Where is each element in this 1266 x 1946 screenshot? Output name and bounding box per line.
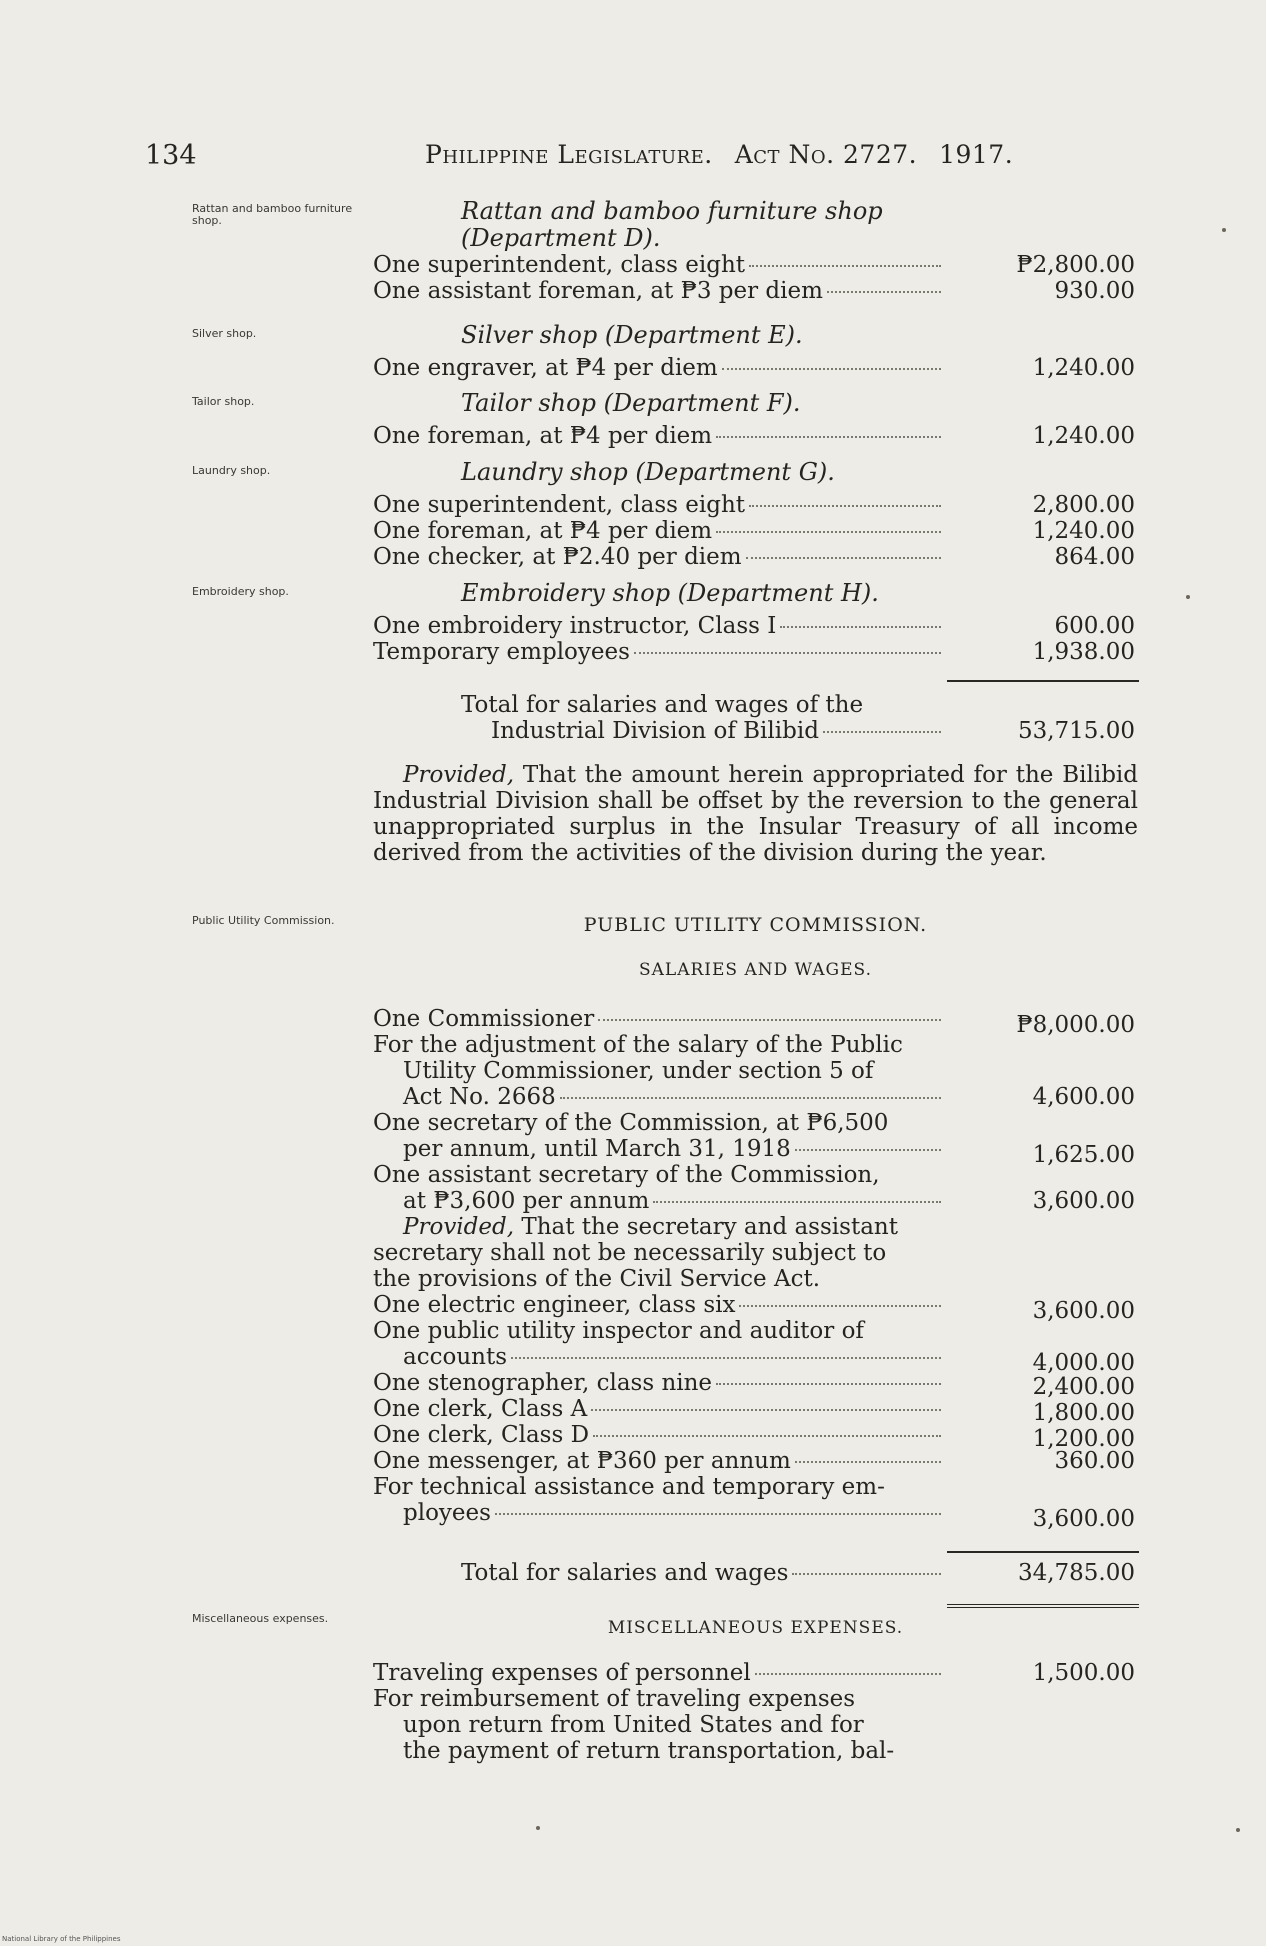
leader-dots: [780, 625, 941, 628]
line-item: [373, 613, 1138, 639]
tailor-heading: Tailor shop (Department F).: [461, 389, 801, 417]
rattan-heading-dept: (Department D).: [461, 224, 661, 252]
line-item: [373, 1344, 1138, 1376]
leader-dots: [716, 1382, 941, 1385]
misc-items: [373, 1660, 1138, 1764]
embroidery-heading: Embroidery shop (Department H).: [461, 579, 879, 607]
line-item: [373, 1006, 1138, 1038]
margin-note-laundry: Laundry shop.: [192, 464, 271, 477]
item-label: at ₱3,600 per annum: [403, 1188, 650, 1214]
embroidery-section: [373, 580, 1138, 665]
item-amount: 930.00: [1054, 278, 1135, 304]
item-label: One clerk, Class A: [373, 1396, 588, 1422]
asst-secretary-line-1: One assistant secretary of the Commission,: [373, 1162, 880, 1188]
margin-note-silver: Silver shop.: [192, 327, 257, 340]
item-amount: 1,500.00: [1032, 1660, 1135, 1686]
line-item: [373, 1660, 1138, 1686]
line-item: [373, 1084, 1138, 1110]
line-item: [373, 1370, 1138, 1400]
subtotal-rule: [947, 1551, 1139, 1553]
puc-items: [373, 1006, 1138, 1532]
line-item: [373, 1292, 1138, 1324]
leader-dots: [755, 1672, 941, 1675]
item-label: One foreman, at ₱4 per diem: [373, 423, 713, 449]
margin-note-tailor: Tailor shop.: [192, 395, 255, 408]
misc-heading-block: [373, 1618, 1138, 1638]
industrial-total: [373, 692, 1138, 744]
puc-total: [373, 1560, 1138, 1586]
item-amount: 1,240.00: [1032, 518, 1135, 544]
item-label: per annum, until March 31, 1918: [403, 1136, 791, 1162]
item-label: ployees: [403, 1500, 491, 1526]
leader-dots: [792, 1572, 941, 1575]
adjustment-line-1: For the adjustment of the salary of the Public: [373, 1032, 903, 1058]
puc-proviso-lead: Provided,: [403, 1214, 515, 1240]
item-label: One stenographer, class nine: [373, 1370, 713, 1396]
line-item: [373, 423, 1138, 449]
line-item: [373, 1188, 1138, 1214]
item-amount: ₱2,800.00: [1016, 252, 1135, 278]
puc-proviso-line-1: [373, 1214, 948, 1240]
line-item: [373, 1396, 1138, 1426]
page-number: 134: [145, 140, 197, 171]
total-line-1: Total for salaries and wages of the: [461, 692, 864, 718]
leader-dots: [653, 1200, 941, 1203]
puc-heading-block: [373, 914, 1138, 936]
leader-dots: [593, 1434, 941, 1437]
margin-note-puc: Public Utility Commission.: [192, 914, 335, 927]
total-amount: 34,785.00: [1017, 1560, 1135, 1586]
running-head-year: 1917.: [939, 140, 1014, 169]
total-label: Industrial Division of Bilibid: [491, 718, 819, 744]
leader-dots: [823, 730, 941, 733]
proviso-body: That the amount herein appropriated for the Bilibid Industrial Division shall be offset by the reversion to the general unappropriated surplus in the Insular Treasury of all income derived from the activities of the division during the year.: [373, 762, 1138, 866]
leader-dots: [746, 556, 941, 559]
secretary-line-1: One secretary of the Commission, at ₱6,500: [373, 1110, 889, 1136]
item-amount: 2,800.00: [1032, 492, 1135, 518]
puc-subheading-block: [373, 960, 1138, 980]
line-item: [373, 1136, 1138, 1168]
item-amount: 3,600.00: [1032, 1506, 1135, 1532]
puc-proviso-text: That the secretary and assistant: [514, 1214, 898, 1240]
scan-speck: [1186, 595, 1190, 599]
line-item: [373, 639, 1138, 665]
total-row: [373, 718, 1138, 744]
proviso-text: [373, 762, 1138, 866]
item-amount: 600.00: [1054, 613, 1135, 639]
leader-dots: [739, 1304, 941, 1307]
item-label: One engraver, at ₱4 per diem: [373, 355, 718, 381]
leader-dots: [716, 530, 941, 533]
proviso-lead: Provided,: [403, 762, 515, 788]
laundry-heading: Laundry shop (Department G).: [461, 458, 835, 486]
puc-heading: PUBLIC UTILITY COMMISSION.: [583, 914, 928, 936]
leader-dots: [795, 1460, 941, 1463]
silver-section: [373, 322, 1138, 381]
item-amount: 360.00: [1054, 1448, 1135, 1474]
leader-dots: [749, 504, 941, 507]
margin-note-misc: Miscellaneous expenses.: [192, 1612, 329, 1625]
scan-speck: [1222, 228, 1226, 232]
item-label: One checker, at ₱2.40 per diem: [373, 544, 742, 570]
total-amount: 53,715.00: [1017, 718, 1135, 744]
running-head-act: Act No. 2727.: [734, 140, 918, 169]
puc-proviso-line-2: secretary shall not be necessarily subject to: [373, 1240, 887, 1266]
item-label: Traveling expenses of personnel: [373, 1660, 751, 1686]
line-item: [373, 355, 1138, 381]
leader-dots: [795, 1148, 941, 1151]
running-head-title: Philippine Legislature.: [425, 140, 713, 169]
item-amount: ₱8,000.00: [1016, 1012, 1135, 1038]
item-label: One electric engineer, class six: [373, 1292, 736, 1318]
line-item: [373, 492, 1138, 518]
item-amount: 1,200.00: [1032, 1426, 1135, 1452]
total-label: Total for salaries and wages: [461, 1560, 789, 1586]
scan-speck: [536, 1826, 540, 1830]
item-label: accounts: [403, 1344, 507, 1370]
item-amount: 4,000.00: [1032, 1350, 1135, 1376]
misc-heading: MISCELLANEOUS EXPENSES.: [607, 1618, 904, 1638]
subtotal-rule: [947, 680, 1139, 682]
line-item: [373, 1422, 1138, 1452]
adjustment-line-2: Utility Commissioner, under section 5 of: [403, 1058, 874, 1084]
rattan-section: [373, 198, 1138, 304]
laundry-section: [373, 459, 1138, 570]
leader-dots: [591, 1408, 941, 1411]
line-item: [373, 518, 1138, 544]
silver-heading: Silver shop (Department E).: [461, 321, 803, 349]
inspector-line-1: One public utility inspector and auditor of: [373, 1318, 864, 1344]
item-amount: 1,938.00: [1032, 639, 1135, 665]
leader-dots: [722, 367, 941, 370]
puc-subheading: SALARIES AND WAGES.: [639, 960, 872, 980]
item-amount: 4,600.00: [1032, 1084, 1135, 1110]
item-label: One clerk, Class D: [373, 1422, 590, 1448]
line-item: [373, 544, 1138, 570]
item-label: One assistant foreman, at ₱3 per diem: [373, 278, 823, 304]
technical-line-1: For technical assistance and temporary em-: [373, 1474, 885, 1500]
line-item: [373, 1448, 1138, 1474]
item-amount: 864.00: [1054, 544, 1135, 570]
item-amount: 2,400.00: [1032, 1374, 1135, 1400]
item-amount: 3,600.00: [1032, 1188, 1135, 1214]
total-row: [373, 1560, 1138, 1586]
running-head: [425, 140, 1013, 180]
scan-speck: [1236, 1828, 1240, 1832]
leader-dots: [495, 1512, 941, 1515]
item-label: One messenger, at ₱360 per annum: [373, 1448, 791, 1474]
leader-dots: [827, 290, 941, 293]
line-item: [373, 278, 1138, 304]
leader-dots: [511, 1356, 941, 1359]
leader-dots: [560, 1096, 941, 1099]
line-item: [373, 1500, 1138, 1532]
puc-proviso-line-3: the provisions of the Civil Service Act.: [373, 1266, 821, 1292]
item-label: One embroidery instructor, Class I: [373, 613, 777, 639]
item-amount: 3,600.00: [1032, 1298, 1135, 1324]
line-item: [373, 252, 1138, 278]
item-label: One foreman, at ₱4 per diem: [373, 518, 713, 544]
rattan-heading: Rattan and bamboo furniture shop: [461, 197, 883, 225]
tailor-section: [373, 390, 1138, 449]
leader-dots: [749, 264, 941, 267]
item-label: One superintendent, class eight: [373, 252, 745, 278]
reimb-line-3: the payment of return transportation, bal-: [403, 1738, 895, 1764]
proviso-paragraph: [373, 762, 1138, 866]
item-label: Temporary employees: [373, 639, 630, 665]
item-label: One superintendent, class eight: [373, 492, 745, 518]
margin-note-rattan: Rattan and bamboo furniture shop.: [192, 202, 353, 227]
leader-dots: [716, 435, 941, 438]
item-label: One Commissioner: [373, 1006, 595, 1032]
leader-dots: [598, 1018, 941, 1021]
reimb-line-1: For reimbursement of traveling expenses: [373, 1686, 856, 1712]
item-amount: 1,240.00: [1032, 423, 1135, 449]
margin-note-embroidery: Embroidery shop.: [192, 585, 289, 598]
footer-note: National Library of the Philippines: [2, 1935, 121, 1943]
item-amount: 1,625.00: [1032, 1142, 1135, 1168]
item-label: Act No. 2668: [403, 1084, 556, 1110]
item-amount: 1,800.00: [1032, 1400, 1135, 1426]
reimb-line-2: upon return from United States and for: [403, 1712, 864, 1738]
leader-dots: [634, 651, 941, 654]
item-amount: 1,240.00: [1032, 355, 1135, 381]
total-double-rule: [947, 1604, 1139, 1608]
